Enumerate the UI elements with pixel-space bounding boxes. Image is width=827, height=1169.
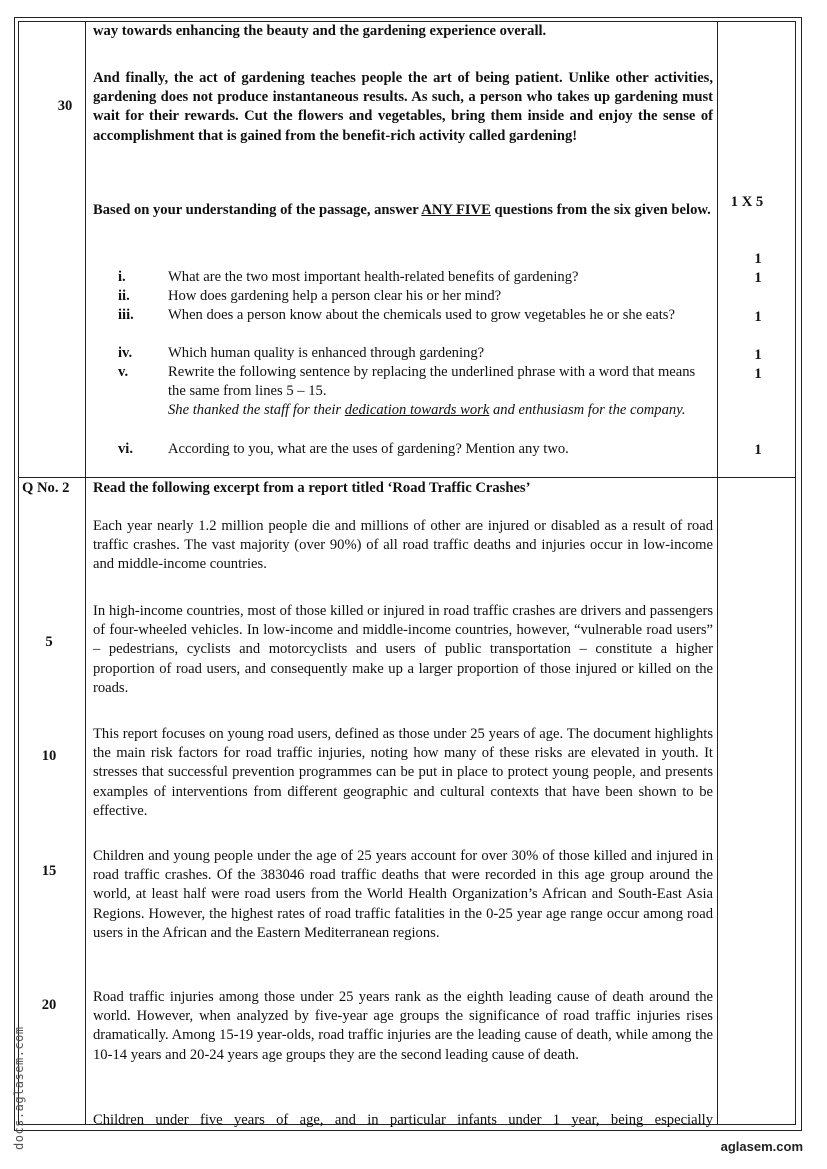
line-number-20: 20 (41, 997, 57, 1013)
mark-value: 1 (754, 366, 762, 382)
mark-value: 1 (754, 442, 762, 458)
mark-value: 1 (754, 347, 762, 363)
report-paragraph-3: This report focuses on young road users, defined as those under 25 years of age. The document highlights the main risk factors for road traffic injuries, noting how many of these risks are elevated in youth. It stresses that successful prevention programmes can be put in place to protect young people, and presents examples of interventions from different geographic and cultural contexts that have been shown to be effective. (93, 726, 713, 819)
line-number-30: 30 (57, 98, 73, 114)
passage-final-paragraph: And finally, the act of gardening teaches people the art of being patient. Unlike other activities, gardening does not produce instantaneous results. As such, a person who takes up gardening must wait for their rewards. Cut the flowers and vegetables, bring them inside and enjoy the sense of accomplishment that is gained from the benefit-rich activity called gardening! (93, 70, 713, 144)
line-number-10: 10 (41, 748, 57, 764)
mark-value: 1 (754, 251, 762, 267)
watermark-text: docs.aglasem.com (12, 1026, 26, 1150)
report-paragraph-1: Each year nearly 1.2 million people die and millions of other are injured or disabled as a result of road traffic crashes. The vast majority (over 90%) of all road traffic deaths and injuries occur in low-income and middle-income countries. (93, 518, 713, 573)
line-number-15: 15 (41, 863, 57, 879)
mark-value: 1 (754, 270, 762, 286)
report-paragraph-6: Children under five years of age, and in particular infants under 1 year, being especially (93, 1112, 713, 1128)
report-paragraph-4: Children and young people under the age of 25 years account for over 30% of those killed and injured in road traffic crashes. Of the 383046 road traffic deaths that were recorded in this age group around the world, at least half were road users from the World Health Organization’s African and South-East Asia Regions. However, the highest rates of road traffic fatalities in the 0-25 year age range occur among road users in the African and the Eastern Mediterranean regions. (93, 848, 713, 941)
mark-value: 1 (754, 309, 762, 325)
marks-header: 1 X 5 (730, 194, 764, 210)
row-divider (19, 477, 795, 478)
column-divider-right (717, 22, 718, 1124)
question-number: Q No. 2 (22, 480, 70, 496)
report-paragraph-5: Road traffic injuries among those under 25 years rank as the eighth leading cause of death around the world. However, when analyzed by five-year age groups the significance of road traffic injuries rises dramatically. Among 15-19 year-olds, road traffic injuries are the leading cause of death, while among the 10-14 years and 20-24 years age groups they are the second leading cause of death. (93, 989, 713, 1063)
instruction-text: Based on your understanding of the passage, answer ANY FIVE questions from the six given below. (93, 202, 711, 218)
line-number-5: 5 (45, 634, 53, 650)
excerpt-heading: Read the following excerpt from a report titled ‘Road Traffic Crashes’ (93, 480, 531, 496)
column-divider-left (85, 22, 86, 1124)
example-sentence: She thanked the staff for their dedication towards work and enthusiasm for the company. (168, 402, 686, 418)
footer-brand: aglasem.com (720, 1139, 803, 1154)
passage-fragment: way towards enhancing the beauty and the gardening experience overall. (93, 23, 547, 39)
report-paragraph-2: In high-income countries, most of those killed or injured in road traffic crashes are drivers and passengers of four-wheeled vehicles. In low-income and middle-income countries, however, “vulnerable road users” – pedestrians, cyclists and motorcyclists and users of public transportation – constitute a higher proportion of road users, and consequently make up a larger proportion of those injured or killed on the roads. (93, 603, 713, 696)
